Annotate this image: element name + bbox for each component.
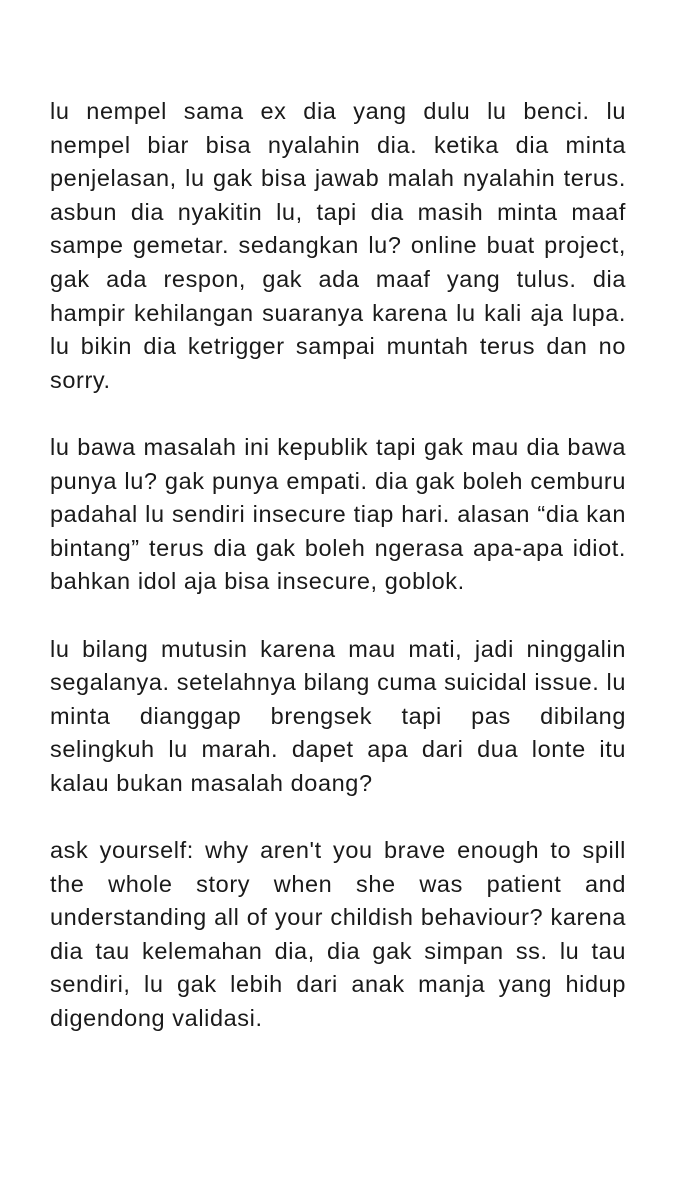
paragraph-4: ask yourself: why aren't you brave enough to spill the whole story when she was patient and understanding all of your childish behaviour? karena dia tau kelemahan dia, dia gak simpan ss. lu tau sendiri, lu gak lebih dari anak manja yang hidup digendong validasi. bbox=[50, 837, 626, 1032]
paragraph-2: lu bawa masalah ini kepublik tapi gak mau dia bawa punya lu? gak punya empati. dia gak boleh cemburu padahal lu sendiri insecure tiap hari. alasan “dia kan bintang” terus dia gak boleh ngerasa apa-apa idiot. bahkan idol aja bisa insecure, goblok. bbox=[50, 433, 626, 595]
paragraph-3: lu bilang mutusin karena mau mati, jadi ninggalin segalanya. setelahnya bilang cuma suicidal issue. lu minta dianggap brengsek tapi pas dibilang selingkuh lu marah. dapet apa dari dua lonte itu kalau bukan masalah doang? bbox=[50, 635, 626, 796]
document-body bbox=[50, 95, 626, 1036]
paragraph-1: lu nempel sama ex dia yang dulu lu benci. lu nempel biar bisa nyalahin dia. ketika dia minta penjelasan, lu gak bisa jawab malah nyalahin terus. asbun dia nyakitin lu, tapi dia masih minta maaf sampe gemetar. sedangkan lu? online buat project, gak ada respon, gak ada maaf yang tulus. dia hampir kehilangan suaranya karena lu kali aja lupa. lu bikin dia ketrigger sampai muntah terus dan no sorry. bbox=[50, 98, 626, 393]
